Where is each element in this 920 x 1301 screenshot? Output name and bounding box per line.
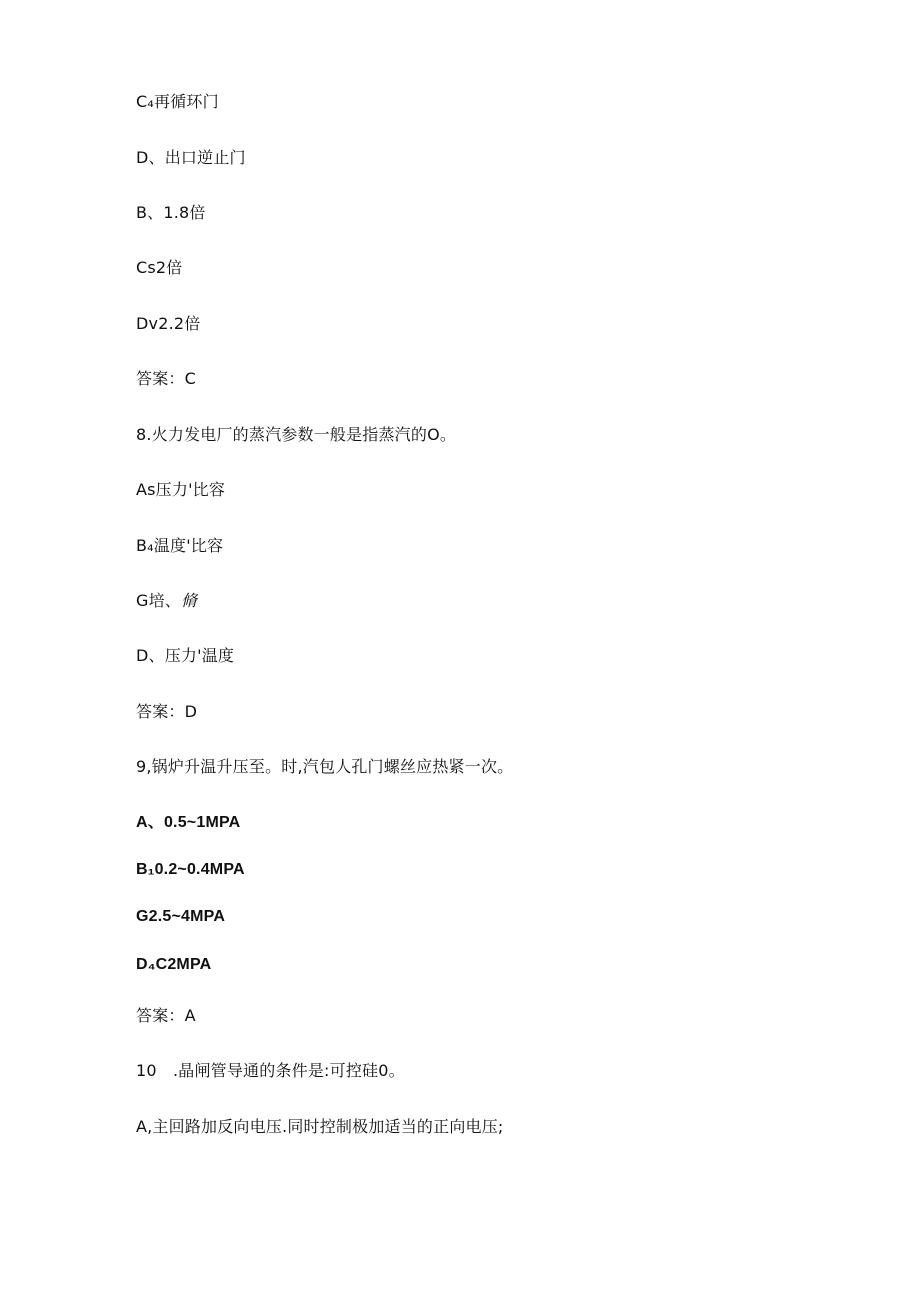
question-9: 9,锅炉升温升压至。时,汽包人孔门螺丝应热紧一次。 (136, 757, 514, 776)
option-a-main-circuit-reverse-voltage: A,主回路加反向电压.同时控制极加适当的正向电压; (136, 1117, 504, 1136)
question-10: 10 .晶闸管导通的条件是:可控硅0。 (136, 1061, 405, 1080)
option-c-recirculation-valve: C₄再循环门 (136, 92, 219, 111)
option-g-enthalpy-entropy (136, 591, 197, 611)
answer-8: 答案：D (136, 702, 198, 721)
option-g-italic-text: 脩 (181, 591, 198, 610)
answer-9: 答案：A (136, 1006, 196, 1025)
option-a-pressure-specific-volume: As压力'比容 (136, 480, 226, 499)
option-d-outlet-check-valve: D、出口逆止门 (136, 148, 246, 167)
option-d-c2mpa: D₄C2MPA (136, 956, 212, 973)
option-d-pressure-temperature: D、压力'温度 (136, 646, 235, 665)
option-g-2-5-4mpa: G2.5~4MPA (136, 908, 226, 925)
option-g-text: G培、 (136, 591, 181, 610)
option-b-temperature-specific-volume: B₄温度'比容 (136, 536, 224, 555)
option-a-0-5-1mpa: A、0.5~1MPA (136, 814, 241, 831)
option-c-2-times: Cs2倍 (136, 258, 183, 277)
option-d-2-2-times: Dv2.2倍 (136, 314, 201, 333)
answer-7: 答案：C (136, 369, 196, 388)
option-b-1-8-times: B、1.8倍 (136, 203, 206, 222)
option-b-0-2-0-4mpa: B₁0.2~0.4MPA (136, 861, 245, 878)
question-8: 8.火力发电厂的蒸汽参数一般是指蒸汽的O。 (136, 425, 457, 444)
